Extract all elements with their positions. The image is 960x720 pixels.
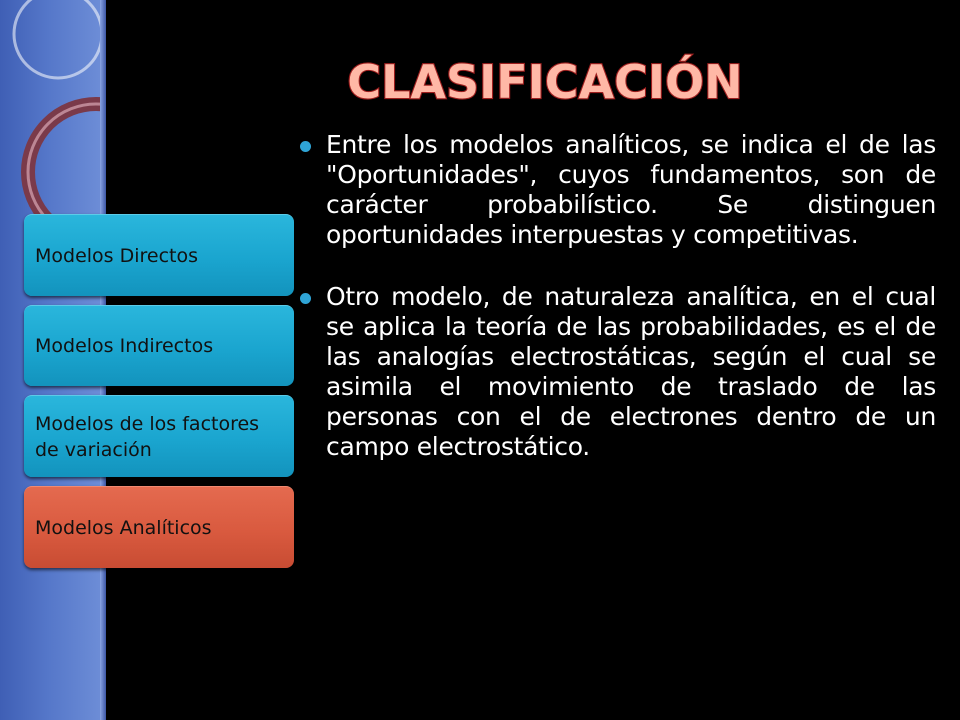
bullet-marker [300, 293, 311, 304]
menu-item-modelos-directos[interactable] [24, 214, 294, 296]
slide-title-text: CLASIFICACIÓN [347, 55, 743, 109]
menu-item-label: Modelos Indirectos [35, 335, 214, 357]
bullet-list [300, 130, 936, 462]
menu-item-label: Modelos Directos [35, 244, 199, 267]
menu-item-label: Modelos de los factores de variación [35, 412, 260, 461]
bullet-item [300, 282, 936, 462]
menu-item-modelos-analiticos[interactable] [24, 486, 294, 568]
bullet-text: Entre los modelos analíticos, se indica el de las "Oportunidades", cuyos fundamentos, son de carácter probabilístico. Se distinguen oportunidades interpuestas y competitivas. [326, 130, 936, 249]
bullet-text: Otro modelo, de naturaleza analítica, en el cual se aplica la teoría de las probabilidades, es el de las analogías electrostáticas, según el cual se asimila el movimiento de traslado de las personas con el de electrones dentro de un campo electrostático. [326, 282, 936, 461]
bullet-item [300, 130, 936, 250]
menu-item-label: Modelos Analíticos [35, 516, 212, 539]
bullet-marker [300, 141, 311, 152]
slide-title [340, 52, 760, 122]
menu-item-modelos-indirectos[interactable] [24, 305, 294, 386]
menu-item-modelos-factores-variacion[interactable] [24, 395, 294, 477]
